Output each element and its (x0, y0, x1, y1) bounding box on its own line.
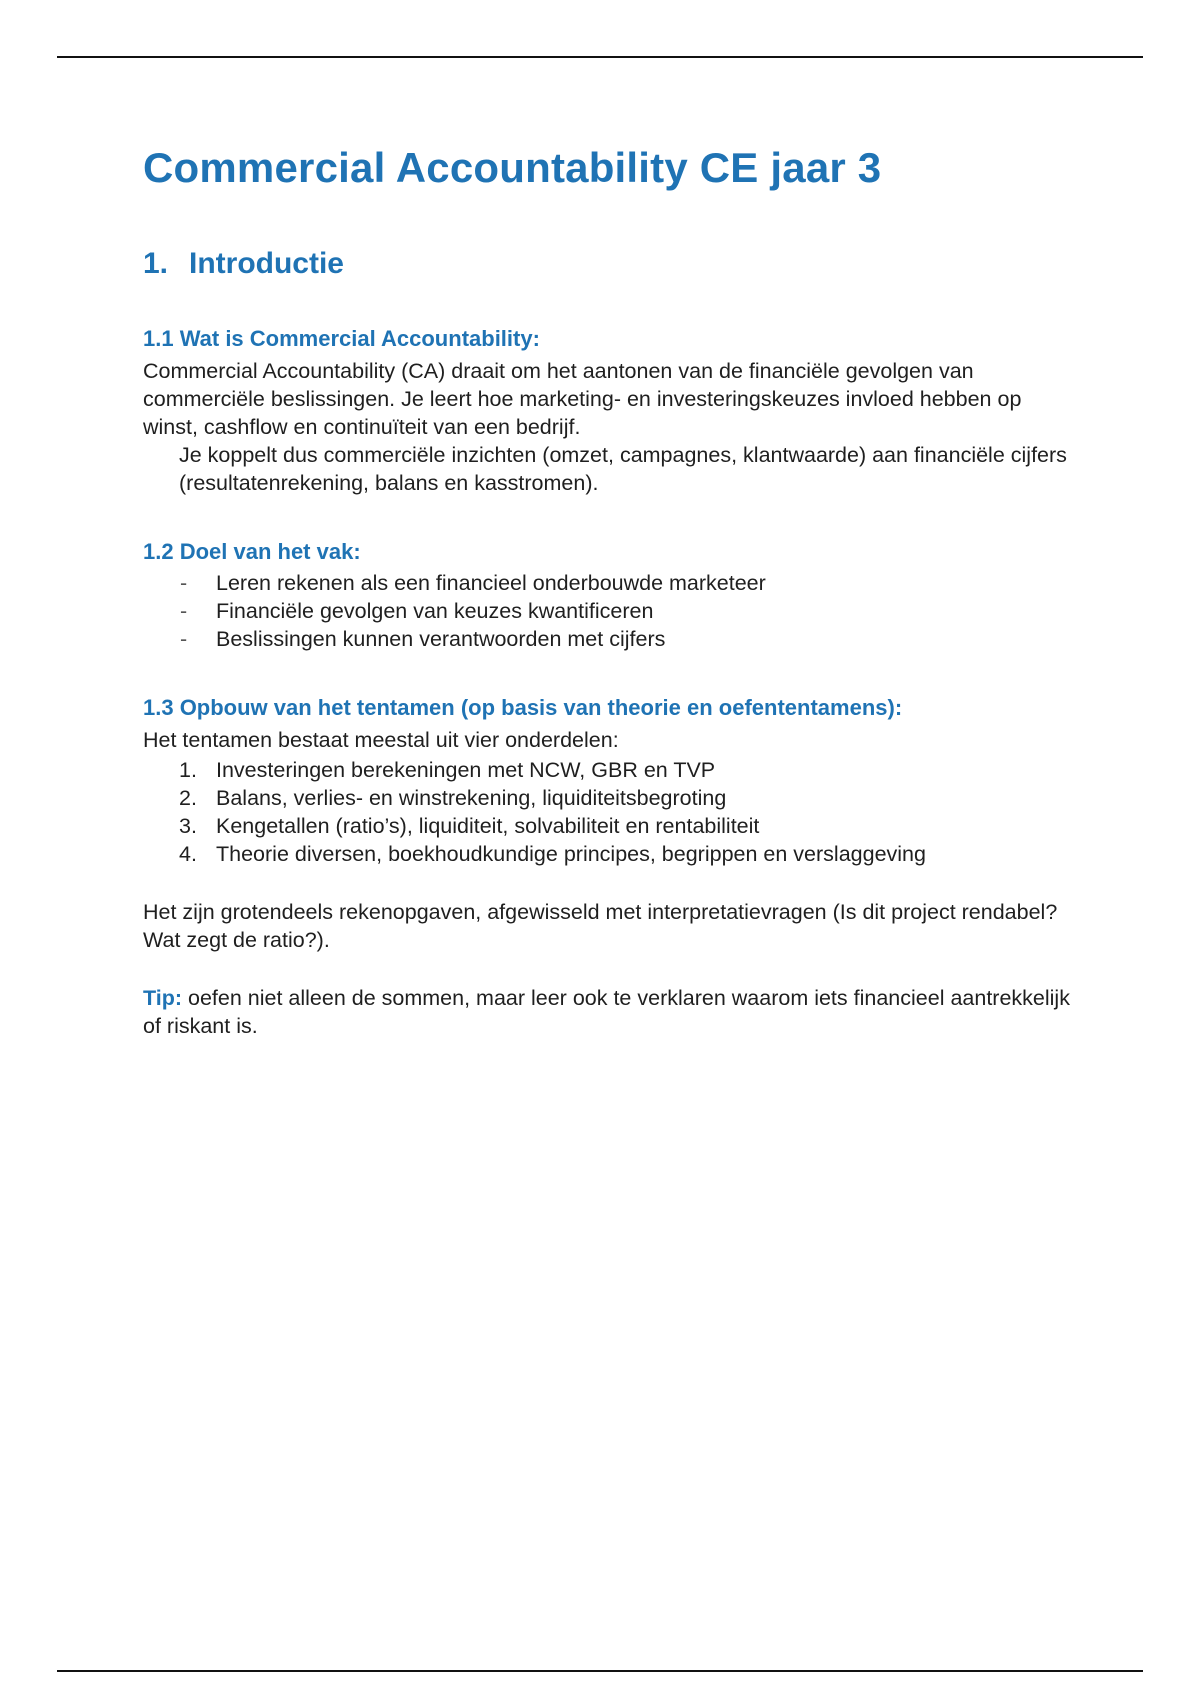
tip-text: oefen niet alleen de sommen, maar leer ook te verklaren waarom iets financieel aantrekkelijk of riskant is. (143, 986, 1070, 1038)
paragraph-tentamen-intro: Het tentamen bestaat meestal uit vier onderdelen: (143, 728, 619, 752)
list-item: 2. Balans, verlies- en winstrekening, liquiditeitsbegroting (179, 786, 727, 810)
paragraph-ca-definition: Commercial Accountability (CA) draait om het aantonen van de financiële gevolgen van commerciële beslissingen. Je leert hoe marketing- en investeringskeuzes invloed hebben op winst, cashflow en continuïteit van een bedrijf. (143, 359, 1022, 439)
dash-marker: - (180, 571, 188, 595)
dash-marker: - (180, 627, 188, 651)
dash-marker: - (180, 599, 188, 623)
list-item: 1. Investeringen berekeningen met NCW, GBR en TVP (179, 758, 716, 782)
list-item: 3. Kengetallen (ratio’s), liquiditeit, solvabiliteit en rentabiliteit (179, 814, 760, 838)
tip-paragraph (143, 984, 1073, 1040)
tip-label: Tip: (143, 986, 183, 1010)
list-item: - Beslissingen kunnen verantwoorden met cijfers (180, 627, 666, 651)
list-item: - Financiële gevolgen van keuzes kwantificeren (180, 599, 654, 623)
exam-parts-list (143, 756, 1073, 868)
paragraph-rekenopgaven: Het zijn grotendeels rekenopgaven, afgewisseld met interpretatievragen (Is dit project rendabel? Wat zegt de ratio?). (143, 900, 1058, 952)
subsection-heading-1-3: 1.3 Opbouw van het tentamen (op basis van theorie en oefententamens): (143, 695, 903, 720)
section-title: Introductie (189, 247, 344, 280)
list-item: 4. Theorie diversen, boekhoudkundige principes, begrippen en verslaggeving (179, 842, 926, 866)
subsection-heading-1-1: 1.1 Wat is Commercial Accountability: (143, 326, 540, 351)
section-heading-introductie (143, 244, 1073, 284)
section-number: 1. (143, 247, 169, 280)
subsection-heading-1-2: 1.2 Doel van het vak: (143, 539, 361, 564)
document-body (143, 138, 1073, 1040)
paragraph-ca-koppeling: Je koppelt dus commerciële inzichten (omzet, campagnes, klantwaarde) aan financiële cijfers (resultatenrekening, balans en kasstromen). (179, 443, 1067, 495)
footer-rule (57, 1670, 1143, 1672)
list-item: - Leren rekenen als een financieel onderbouwde marketeer (180, 571, 766, 595)
header-rule (57, 56, 1143, 58)
goal-list (143, 569, 1073, 653)
document-title: Commercial Accountability CE jaar 3 (143, 144, 882, 191)
